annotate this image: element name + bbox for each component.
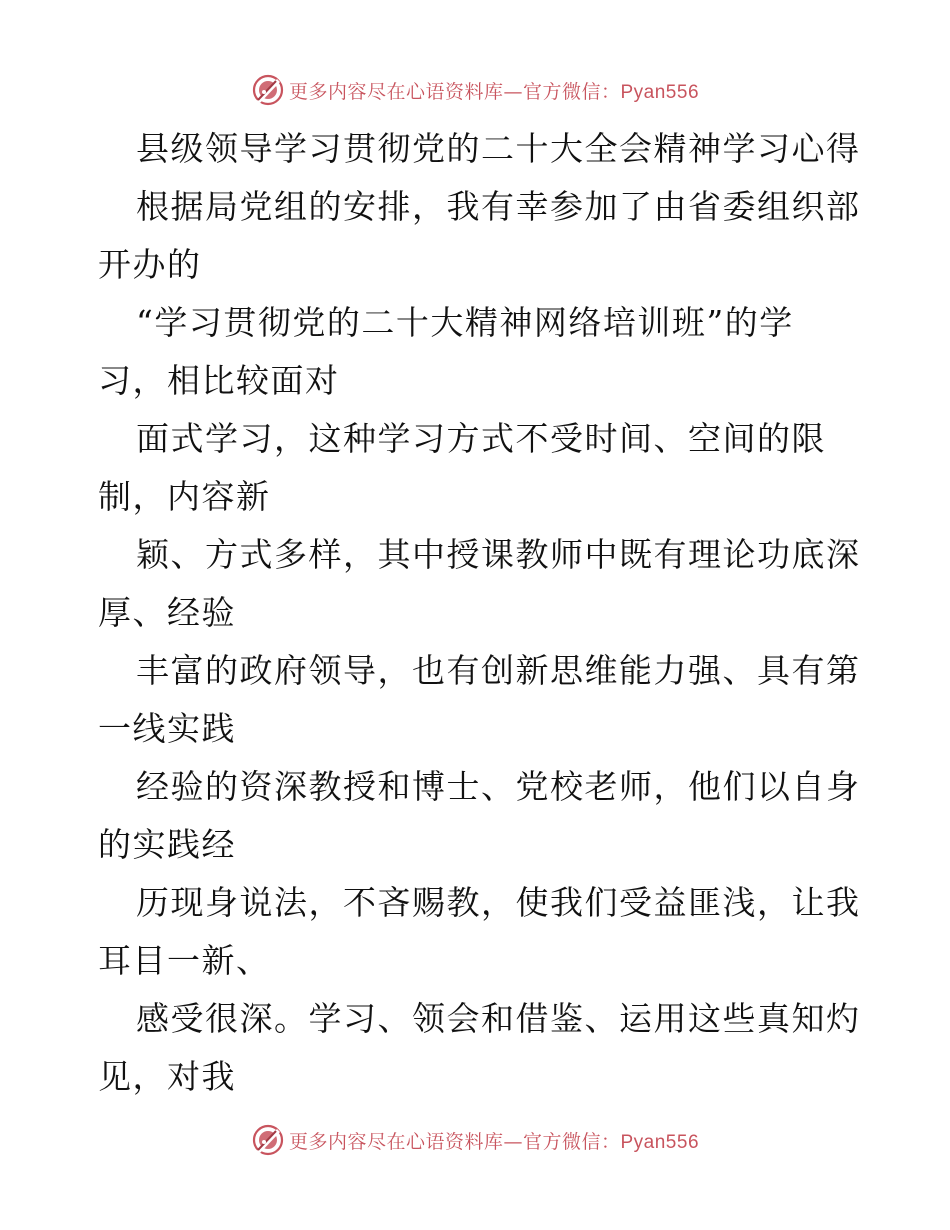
quill-seal-icon [251,1123,285,1157]
text-line: 习，相比较面对 [98,361,340,400]
footer-watermark [0,1118,950,1162]
text-line: 厚、经验 [98,593,236,632]
document-body [98,120,861,1106]
text-line: 丰富的政府领导，也有创新思维能力强、具有第 [136,651,861,690]
watermark-wechat-id: Pyan556 [620,81,700,103]
watermark-wechat-id: Pyan556 [620,1131,700,1153]
text-line: 感受很深。学习、领会和借鉴、运用这些真知灼 [136,999,861,1038]
text-line: “学习贯彻党的二十大精神网络培训班”的学 [136,303,794,342]
watermark-text: 更多内容尽在心语资料库—官方微信： [288,1130,621,1153]
text-line: 耳目一新、 [98,941,271,980]
text-line: 一线实践 [98,709,236,748]
document-title: 县级领导学习贯彻党的二十大全会精神学习心得 [136,129,861,168]
text-line: 制，内容新 [98,477,271,516]
text-line: 的实践经 [98,825,236,864]
text-line: 历现身说法，不吝赐教，使我们受益匪浅，让我 [136,883,861,922]
watermark-text: 更多内容尽在心语资料库—官方微信： [288,80,621,103]
header-watermark [0,68,950,112]
text-line: 颖、方式多样，其中授课教师中既有理论功底深 [136,535,861,574]
text-line: 开办的 [98,245,202,284]
text-line: 面式学习，这种学习方式不受时间、空间的限 [136,419,826,458]
text-line: 经验的资深教授和博士、党校老师，他们以自身 [136,767,861,806]
text-line: 根据局党组的安排，我有幸参加了由省委组织部 [136,187,861,226]
text-line: 见，对我 [98,1057,236,1096]
quill-seal-icon [251,73,285,107]
